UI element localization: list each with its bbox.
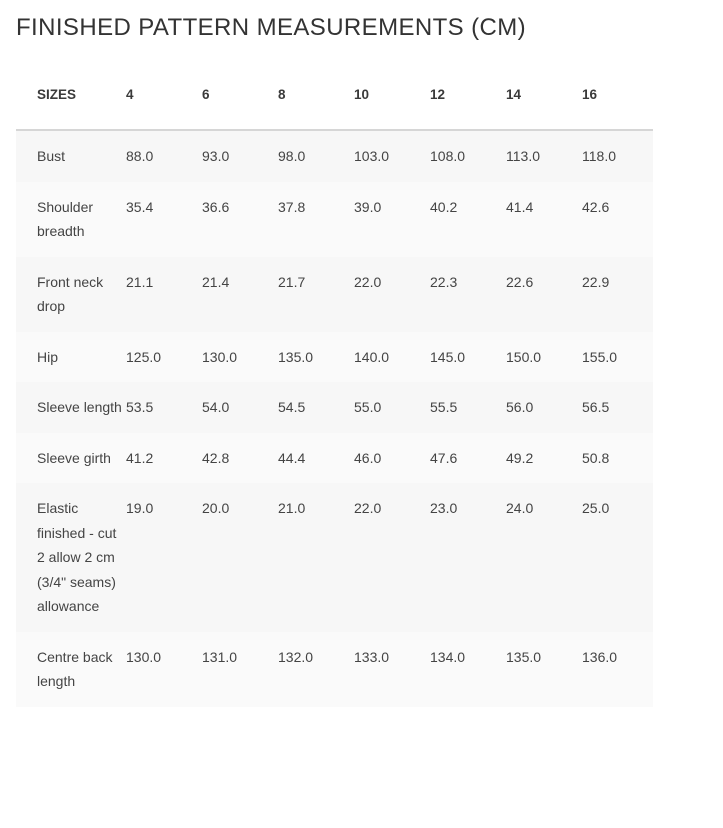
table-cell: 42.6	[582, 182, 653, 257]
table-cell: 40.2	[430, 182, 506, 257]
table-cell: 54.0	[202, 382, 278, 433]
row-label: Sleeve girth	[16, 433, 126, 484]
table-row	[16, 483, 653, 632]
header-size-6: 6	[202, 61, 278, 130]
table-cell: 140.0	[354, 332, 430, 383]
table-cell: 47.6	[430, 433, 506, 484]
table-cell: 53.5	[126, 382, 202, 433]
table-cell: 135.0	[506, 632, 582, 707]
table-cell: 103.0	[354, 130, 430, 182]
table-cell: 41.4	[506, 182, 582, 257]
header-size-14: 14	[506, 61, 582, 130]
table-cell: 22.3	[430, 257, 506, 332]
row-label: Elastic finished - cut 2 allow 2 cm (3/4" seams) allowance	[16, 483, 126, 632]
table-cell: 155.0	[582, 332, 653, 383]
table-cell: 37.8	[278, 182, 354, 257]
page-title: FINISHED PATTERN MEASUREMENTS (CM)	[16, 14, 527, 41]
table-cell: 21.1	[126, 257, 202, 332]
table-cell: 108.0	[430, 130, 506, 182]
table-row	[16, 182, 653, 257]
table-cell: 133.0	[354, 632, 430, 707]
table-cell: 134.0	[430, 632, 506, 707]
table-cell: 22.0	[354, 483, 430, 632]
measurements-table-container	[16, 61, 653, 707]
table-row	[16, 632, 653, 707]
table-cell: 25.0	[582, 483, 653, 632]
table-cell: 56.0	[506, 382, 582, 433]
table-cell: 50.8	[582, 433, 653, 484]
table-cell: 136.0	[582, 632, 653, 707]
table-cell: 49.2	[506, 433, 582, 484]
table-cell: 93.0	[202, 130, 278, 182]
table-cell: 22.9	[582, 257, 653, 332]
row-label: Hip	[16, 332, 126, 383]
header-size-10: 10	[354, 61, 430, 130]
header-size-4: 4	[126, 61, 202, 130]
measurements-table	[16, 61, 653, 707]
header-row	[16, 61, 653, 130]
table-row	[16, 257, 653, 332]
table-header	[16, 61, 653, 130]
table-cell: 21.0	[278, 483, 354, 632]
table-cell: 125.0	[126, 332, 202, 383]
table-cell: 56.5	[582, 382, 653, 433]
table-cell: 145.0	[430, 332, 506, 383]
table-cell: 46.0	[354, 433, 430, 484]
table-cell: 42.8	[202, 433, 278, 484]
table-cell: 98.0	[278, 130, 354, 182]
row-label: Shoulder breadth	[16, 182, 126, 257]
table-row	[16, 130, 653, 182]
table-cell: 41.2	[126, 433, 202, 484]
row-label: Sleeve length	[16, 382, 126, 433]
table-cell: 135.0	[278, 332, 354, 383]
table-cell: 44.4	[278, 433, 354, 484]
table-cell: 88.0	[126, 130, 202, 182]
table-cell: 24.0	[506, 483, 582, 632]
table-cell: 35.4	[126, 182, 202, 257]
header-size-16: 16	[582, 61, 653, 130]
table-cell: 22.6	[506, 257, 582, 332]
header-size-8: 8	[278, 61, 354, 130]
table-cell: 55.0	[354, 382, 430, 433]
table-cell: 118.0	[582, 130, 653, 182]
table-body	[16, 130, 653, 707]
header-sizes: SIZES	[16, 61, 126, 130]
table-cell: 130.0	[202, 332, 278, 383]
table-cell: 54.5	[278, 382, 354, 433]
table-row	[16, 332, 653, 383]
table-cell: 21.7	[278, 257, 354, 332]
table-cell: 36.6	[202, 182, 278, 257]
table-cell: 22.0	[354, 257, 430, 332]
header-size-12: 12	[430, 61, 506, 130]
table-cell: 113.0	[506, 130, 582, 182]
table-cell: 55.5	[430, 382, 506, 433]
row-label: Front neck drop	[16, 257, 126, 332]
table-cell: 23.0	[430, 483, 506, 632]
table-cell: 39.0	[354, 182, 430, 257]
table-cell: 150.0	[506, 332, 582, 383]
table-cell: 132.0	[278, 632, 354, 707]
table-row	[16, 382, 653, 433]
row-label: Bust	[16, 130, 126, 182]
table-cell: 21.4	[202, 257, 278, 332]
table-cell: 20.0	[202, 483, 278, 632]
table-cell: 131.0	[202, 632, 278, 707]
table-row	[16, 433, 653, 484]
table-cell: 19.0	[126, 483, 202, 632]
row-label: Centre back length	[16, 632, 126, 707]
table-cell: 130.0	[126, 632, 202, 707]
